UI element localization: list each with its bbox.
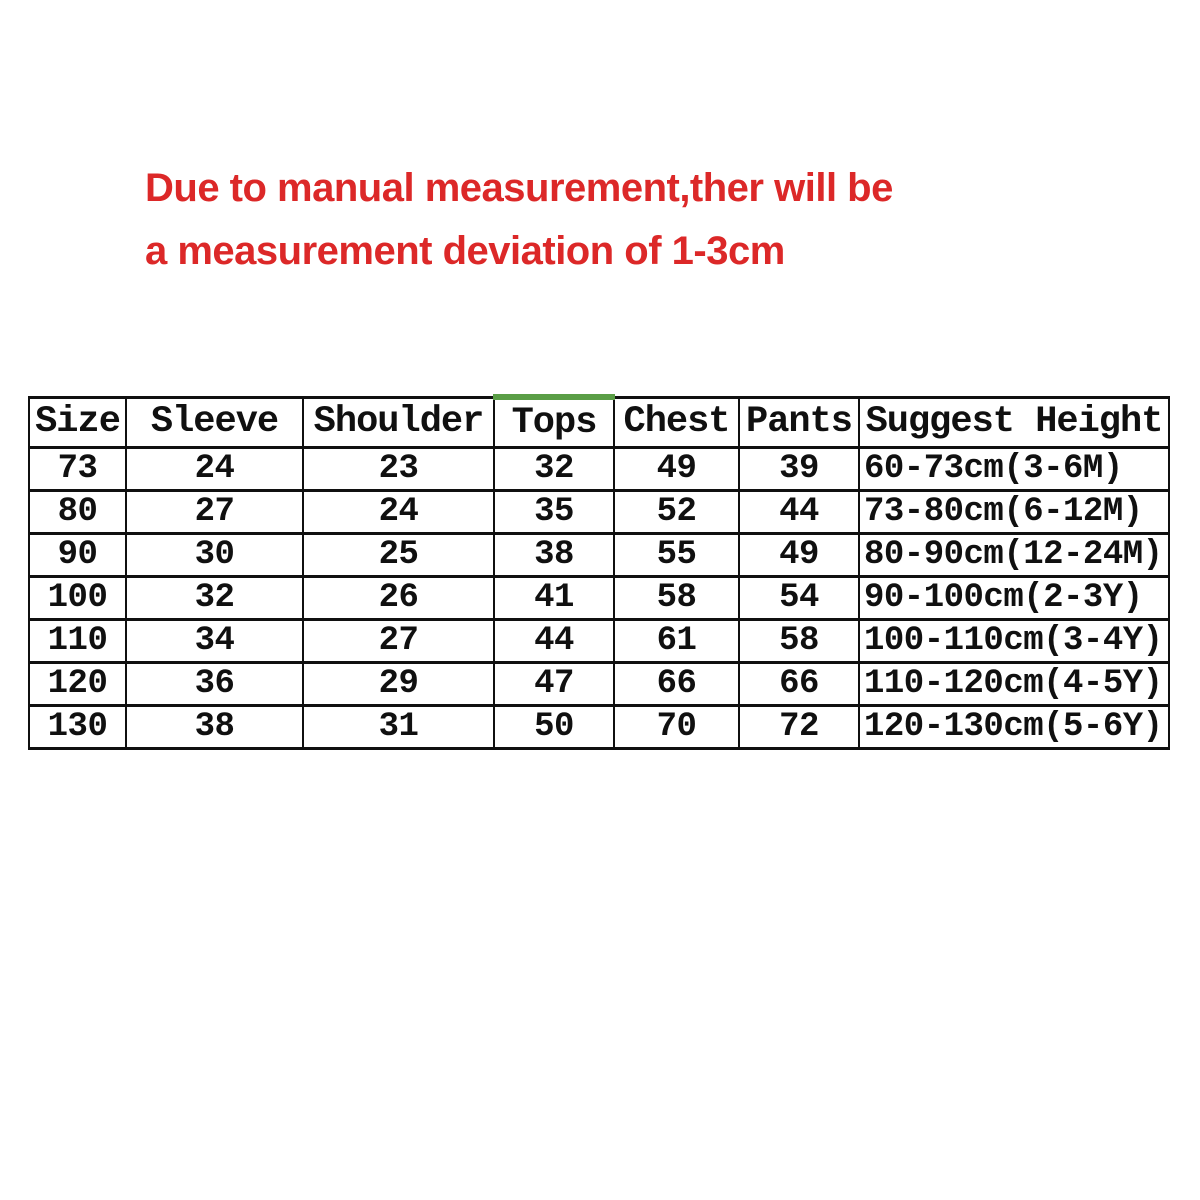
table-header-row <box>29 397 1169 448</box>
table-row <box>29 706 1169 749</box>
table-cell: 72 <box>739 706 859 749</box>
table-cell: 27 <box>126 491 303 534</box>
table-cell: 34 <box>126 620 303 663</box>
table-cell: 30 <box>126 534 303 577</box>
table-cell: 100-110cm(3-4Y) <box>859 620 1169 663</box>
table-cell: 54 <box>739 577 859 620</box>
table-row <box>29 448 1169 491</box>
table-cell: 73 <box>29 448 126 491</box>
table-cell: 35 <box>494 491 614 534</box>
table-cell: 61 <box>614 620 739 663</box>
size-chart <box>28 394 1170 750</box>
table-row <box>29 620 1169 663</box>
column-header-suggest-height: Suggest Height <box>859 397 1169 448</box>
table-cell: 55 <box>614 534 739 577</box>
table-row <box>29 663 1169 706</box>
table-cell: 38 <box>494 534 614 577</box>
table-cell: 66 <box>739 663 859 706</box>
table-cell: 41 <box>494 577 614 620</box>
table-cell: 31 <box>303 706 494 749</box>
table-cell: 130 <box>29 706 126 749</box>
table-cell: 90 <box>29 534 126 577</box>
table-cell: 80 <box>29 491 126 534</box>
table-cell: 73-80cm(6-12M) <box>859 491 1169 534</box>
measurement-note-line-2: a measurement deviation of 1-3cm <box>145 229 785 273</box>
table-cell: 32 <box>126 577 303 620</box>
table-cell: 58 <box>614 577 739 620</box>
column-header-chest: Chest <box>614 397 739 448</box>
table-cell: 50 <box>494 706 614 749</box>
table-row <box>29 577 1169 620</box>
table-cell: 120 <box>29 663 126 706</box>
measurement-note <box>145 157 893 283</box>
column-header-tops: Tops <box>494 397 614 448</box>
table-cell: 23 <box>303 448 494 491</box>
table-cell: 110 <box>29 620 126 663</box>
column-header-size: Size <box>29 397 126 448</box>
column-header-pants: Pants <box>739 397 859 448</box>
size-chart-table <box>28 394 1170 750</box>
table-cell: 26 <box>303 577 494 620</box>
table-row <box>29 534 1169 577</box>
table-cell: 44 <box>739 491 859 534</box>
measurement-note-line-1: Due to manual measurement,ther will be <box>145 166 893 210</box>
table-cell: 39 <box>739 448 859 491</box>
table-cell: 70 <box>614 706 739 749</box>
table-cell: 24 <box>303 491 494 534</box>
table-cell: 100 <box>29 577 126 620</box>
table-cell: 25 <box>303 534 494 577</box>
table-cell: 120-130cm(5-6Y) <box>859 706 1169 749</box>
table-cell: 58 <box>739 620 859 663</box>
table-cell: 49 <box>739 534 859 577</box>
table-cell: 38 <box>126 706 303 749</box>
table-body <box>29 448 1169 749</box>
column-header-shoulder: Shoulder <box>303 397 494 448</box>
table-cell: 47 <box>494 663 614 706</box>
table-cell: 66 <box>614 663 739 706</box>
table-cell: 44 <box>494 620 614 663</box>
column-header-sleeve: Sleeve <box>126 397 303 448</box>
table-cell: 32 <box>494 448 614 491</box>
table-cell: 110-120cm(4-5Y) <box>859 663 1169 706</box>
table-cell: 24 <box>126 448 303 491</box>
table-cell: 90-100cm(2-3Y) <box>859 577 1169 620</box>
table-cell: 49 <box>614 448 739 491</box>
table-cell: 60-73cm(3-6M) <box>859 448 1169 491</box>
table-cell: 80-90cm(12-24M) <box>859 534 1169 577</box>
table-row <box>29 491 1169 534</box>
table-cell: 29 <box>303 663 494 706</box>
table-cell: 36 <box>126 663 303 706</box>
table-cell: 52 <box>614 491 739 534</box>
table-cell: 27 <box>303 620 494 663</box>
